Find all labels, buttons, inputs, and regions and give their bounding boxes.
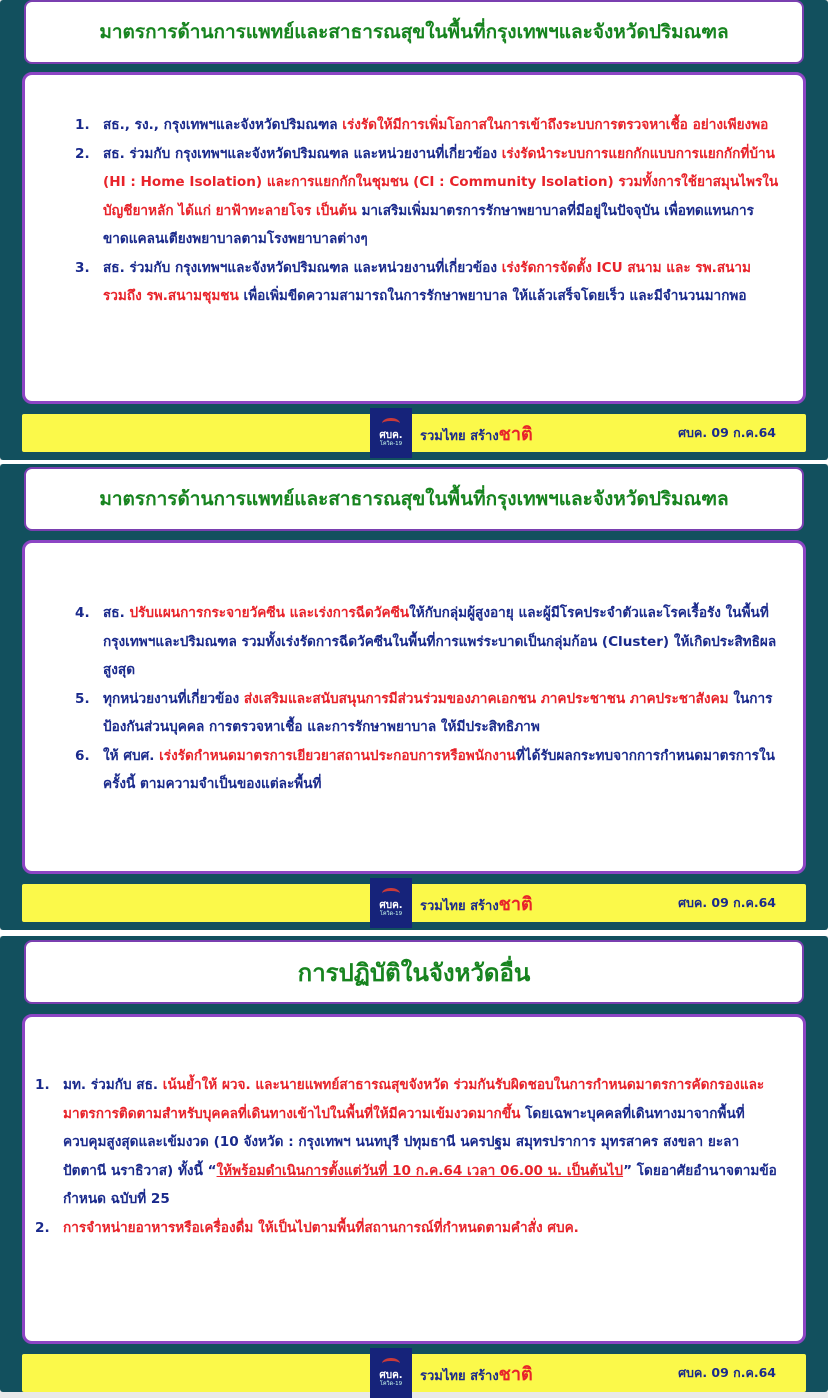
item-text: ที่ได้รับผลกระทบจากการกำหนดมาตรการในครั้งนี้ ตามความจำเป็นของแต่ละพื้นที่ xyxy=(103,747,775,792)
measure-list xyxy=(75,111,779,311)
slogan-emphasis: ชาติ xyxy=(498,1363,533,1385)
item-number: 1. xyxy=(75,117,90,133)
footer-date: ศบค. 09 ก.ค.64 xyxy=(678,425,776,440)
item-text: มาเสริมเพิ่มมาตรการรักษาพยาบาลที่มีอยู่ในปัจจุบัน เพื่อทดแทนการขาดแคลนเตียงพยาบาลตามโรงพยาบาลต่างๆ xyxy=(103,202,754,247)
content-box xyxy=(22,540,806,874)
logo-subtext: โควิด-19 xyxy=(379,911,403,917)
measure-list xyxy=(75,599,779,799)
footer-bar xyxy=(22,884,806,922)
item-text-highlight: การจำหน่ายอาหารหรือเครื่องดื่ม ให้เป็นไปตามพื้นที่สถานการณ์ที่กำหนดตามคำสั่ง ศบค. xyxy=(63,1219,579,1236)
item-number: 4. xyxy=(75,605,90,621)
slogan-part: รวมไทย สร้าง xyxy=(420,428,499,444)
slogan-part: รวมไทย สร้าง xyxy=(420,898,499,914)
item-text-highlight: เน้นย้ำให้ ผวจ. และนายแพทย์สาธารณสุขจังหวัด ร่วมกันรับผิดชอบในการกำหนดมาตรการคัดกรองและมาตรการติดตามสำหรับบุคคลที่เดินทางเข้าไปในพื้นที่ให้มีความเข้มงวดมากขึ้น xyxy=(63,1077,765,1122)
logo-text: ศบค. xyxy=(379,430,403,441)
item-text: ” โดยอาศัยอำนาจตามข้อกำหนด ฉบับที่ 25 xyxy=(63,1162,777,1207)
logo-text: ศบค. xyxy=(379,900,403,911)
item-text-highlight: เร่งรัดนำระบบการแยกกักแบบการแยกกักที่บ้าน (HI : Home Isolation) และการแยกกักในชุมชน (CI : Community Isolation) รวมทั้งการใช้ยาสมุนไพรในบัญชียาหลัก ได้แก่ ยาฟ้าทะลายโจร เป็นต้น xyxy=(103,145,779,219)
ccsa-logo xyxy=(370,1348,412,1398)
item-text: ในการป้องกันส่วนบุคคล การตรวจหาเชื้อ และการรักษาพยาบาล ให้มีประสิทธิภาพ xyxy=(103,690,773,735)
item-text-highlight: เร่งรัดให้มีการเพิ่มโอกาสในการเข้าถึงระบบการตรวจหาเชื้อ อย่างเพียงพอ xyxy=(342,117,769,133)
item-text: โดยเฉพาะบุคคลที่เดินทางมาจากพื้นที่ควบคุมสูงสุดและเข้มงวด (10 จังหวัด : กรุงเทพฯ นนทบุรี ปทุมธานี นครปฐม สมุทรปราการ มุทรสาคร สงขลา ยะลา ปัตตานี นราธิวาส) ทั้งนี้ “ xyxy=(63,1105,745,1179)
logo-mark-icon xyxy=(382,1358,400,1369)
item-number: 6. xyxy=(75,747,90,764)
slogan xyxy=(420,889,533,918)
slide-3 xyxy=(0,936,828,1392)
item-number: 3. xyxy=(75,259,90,276)
item-text: สธ. ร่วมกับ กรุงเทพฯและจังหวัดปริมณฑล และหน่วยงานที่เกี่ยวข้อง xyxy=(103,259,502,276)
slide-1 xyxy=(0,0,828,460)
content-box xyxy=(22,72,806,404)
slide-title xyxy=(24,940,804,1004)
item-text-highlight: ปรับแผนการกระจายวัคซีน และเร่งการฉีดวัคซีน xyxy=(129,605,410,621)
item-number: 5. xyxy=(75,690,90,707)
slogan-emphasis: ชาติ xyxy=(498,893,533,915)
logo-text: ศบค. xyxy=(379,1370,403,1381)
item-text: ทุกหน่วยงานที่เกี่ยวข้อง xyxy=(103,690,244,707)
list-item xyxy=(35,1071,783,1214)
item-text: สธ. ร่วมกับ กรุงเทพฯและจังหวัดปริมณฑล และหน่วยงานที่เกี่ยวข้อง xyxy=(103,145,502,162)
item-number: 2. xyxy=(75,145,90,162)
list-item xyxy=(75,140,779,254)
logo-subtext: โควิด-19 xyxy=(379,1381,403,1387)
content-box xyxy=(22,1014,806,1344)
list-item xyxy=(35,1214,783,1243)
slide-title xyxy=(24,0,804,64)
slide-title-text: มาตรการด้านการแพทย์และสาธารณสุขในพื้นที่กรุงเทพฯและจังหวัดปริมณฑล xyxy=(99,21,729,43)
slogan xyxy=(420,1359,533,1388)
footer-date: ศบค. 09 ก.ค.64 xyxy=(678,895,776,910)
ccsa-logo xyxy=(370,878,412,928)
slogan-part: รวมไทย สร้าง xyxy=(420,1368,499,1384)
logo-subtext: โควิด-19 xyxy=(379,441,403,447)
item-number: 2. xyxy=(35,1219,50,1236)
item-text-highlight: ส่งเสริมและสนับสนุนการมีส่วนร่วมของภาคเอกชน ภาคประชาชน ภาคประชาสังคม xyxy=(243,690,734,707)
measure-list xyxy=(35,1071,783,1242)
list-item xyxy=(75,111,779,140)
slide-title xyxy=(24,467,804,531)
slogan xyxy=(420,419,533,448)
slide-title-text: มาตรการด้านการแพทย์และสาธารณสุขในพื้นที่กรุงเทพฯและจังหวัดปริมณฑล xyxy=(99,488,729,510)
slide-title-text: การปฏิบัติในจังหวัดอื่น xyxy=(297,958,531,987)
footer-bar xyxy=(22,414,806,452)
item-text: มท. ร่วมกับ สธ. xyxy=(63,1077,163,1093)
item-text: สธ. xyxy=(103,605,130,621)
slogan-emphasis: ชาติ xyxy=(498,423,533,445)
logo-mark-icon xyxy=(382,418,400,429)
footer-date: ศบค. 09 ก.ค.64 xyxy=(678,1365,776,1380)
list-item xyxy=(75,254,779,311)
item-text: เพื่อเพิ่มขีดความสามารถในการรักษาพยาบาล ให้แล้วเสร็จโดยเร็ว และมีจำนวนมากพอ xyxy=(243,288,747,304)
list-item xyxy=(75,742,779,799)
item-text: ให้กับกลุ่มผู้สูงอายุ และผู้มีโรคประจำตัวและโรคเรื้อรัง ในพื้นที่กรุงเทพฯและปริมณฑล รวมทั้งเร่งรัดการฉีดวัคซีนในพื้นที่การแพร่ระบาดเป็นกลุ่มก้อน (Cluster) ให้เกิดประสิทธิผลสูงสุด xyxy=(103,605,777,678)
item-text-highlight: เร่งรัดการจัดตั้ง ICU สนาม และ รพ.สนาม รวมถึง รพ.สนามชุมชน xyxy=(103,259,752,304)
footer-bar xyxy=(22,1354,806,1392)
list-item xyxy=(75,685,779,742)
item-text-highlight: เร่งรัดกำหนดมาตรการเยียวยาสถานประกอบการหรือพนักงาน xyxy=(159,747,516,764)
item-number: 1. xyxy=(35,1077,50,1093)
item-text: สธ., รง., กรุงเทพฯและจังหวัดปริมณฑล xyxy=(103,117,343,133)
item-text-highlight: ให้พร้อมดำเนินการตั้งแต่วันที่ 10 ก.ค.64 เวลา 06.00 น. เป็นต้นไป xyxy=(216,1162,624,1179)
list-item xyxy=(75,599,779,685)
item-text: ให้ ศบศ. xyxy=(103,747,160,764)
logo-mark-icon xyxy=(382,888,400,899)
slide-2 xyxy=(0,464,828,930)
ccsa-logo xyxy=(370,408,412,458)
